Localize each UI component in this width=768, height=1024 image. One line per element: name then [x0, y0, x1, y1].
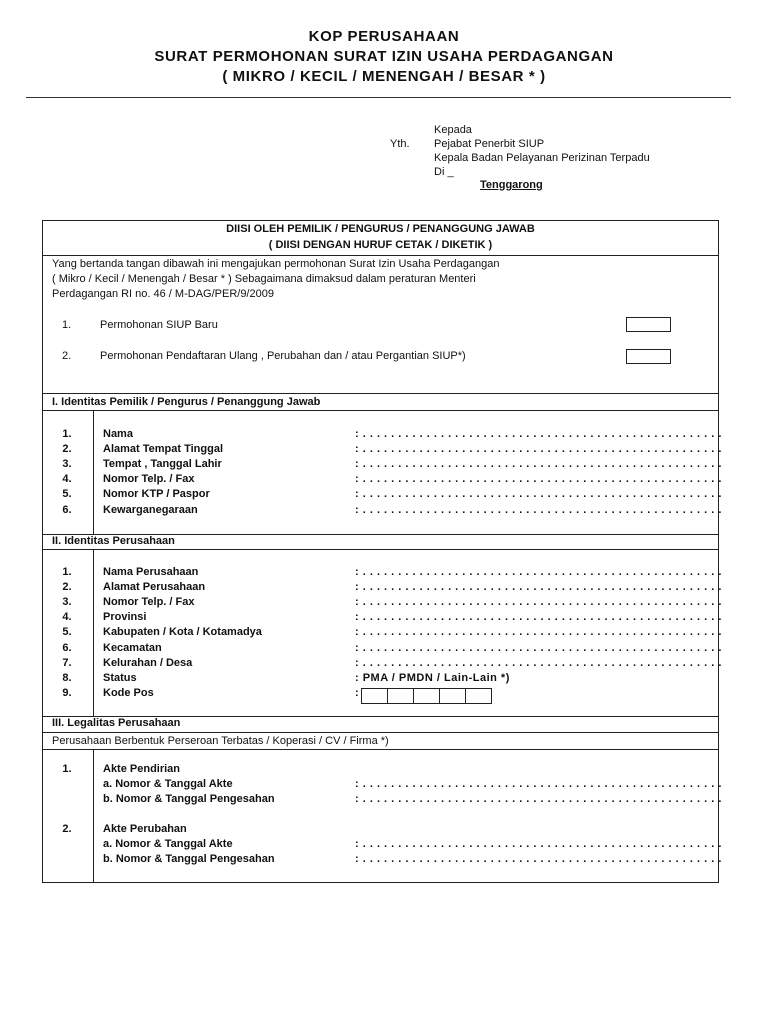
row-number: 1.: [62, 763, 72, 775]
form-fill-note: ( DIISI DENGAN HURUF CETAK / DIKETIK ): [268, 239, 493, 251]
address-city: Tenggarong: [480, 179, 543, 191]
field-label-ttl: Tempat , Tanggal Lahir: [103, 458, 222, 470]
field-input-akte-pendirian-pengesahan[interactable]: : . . . . . . . . . . . . . . . . . . . . . . . . . . . . . . . . . . . . . . . . . . . . . . . . . . .: [355, 793, 722, 805]
field-label-telp: Nomor Telp. / Fax: [103, 473, 195, 485]
kode-pos-digit-box[interactable]: [439, 688, 466, 704]
field-input-kelurahan[interactable]: : . . . . . . . . . . . . . . . . . . . . . . . . . . . . . . . . . . . . . . . . . . . . . . . . . . .: [355, 657, 722, 669]
form-subtitle: ( MIKRO / KECIL / MENENGAH / BESAR * ): [222, 68, 546, 85]
row-divider: [42, 410, 719, 411]
option-number: 1.: [62, 319, 72, 331]
field-label-alamat: Alamat Tempat Tinggal: [103, 443, 224, 455]
option-daftar-ulang-checkbox[interactable]: [626, 349, 671, 364]
column-divider: [93, 749, 94, 883]
field-label-telp-perusahaan: Nomor Telp. / Fax: [103, 596, 195, 608]
field-input-alamat[interactable]: : . . . . . . . . . . . . . . . . . . . . . . . . . . . . . . . . . . . . . . . . . . . . . . . . . . .: [355, 443, 722, 455]
field-label-akte-perubahan-pengesahan: b. Nomor & Tanggal Pengesahan: [103, 853, 275, 865]
field-input-alamat-perusahaan[interactable]: : . . . . . . . . . . . . . . . . . . . . . . . . . . . . . . . . . . . . . . . . . . . . . . . . . . .: [355, 581, 722, 593]
field-label-nama-perusahaan: Nama Perusahaan: [103, 566, 199, 578]
row-divider: [42, 393, 719, 394]
field-label-alamat-perusahaan: Alamat Perusahaan: [103, 581, 206, 593]
kode-pos-digit-box[interactable]: [465, 688, 492, 704]
intro-line-1: Yang bertanda tangan dibawah ini mengajukan permohonan Surat Izin Usaha Perdagangan: [52, 258, 500, 270]
address-kepada: Kepada: [434, 124, 472, 136]
column-divider: [93, 549, 94, 716]
field-input-ttl[interactable]: : . . . . . . . . . . . . . . . . . . . . . . . . . . . . . . . . . . . . . . . . . . . . . . . . . . .: [355, 458, 722, 470]
field-label-akte-pendirian-pengesahan: b. Nomor & Tanggal Pengesahan: [103, 793, 275, 805]
field-label-ktp: Nomor KTP / Paspor: [103, 488, 210, 500]
row-number: 9.: [62, 687, 72, 699]
row-number: 4.: [62, 473, 72, 485]
field-input-nama-perusahaan[interactable]: : . . . . . . . . . . . . . . . . . . . . . . . . . . . . . . . . . . . . . . . . . . . . . . . . . . .: [355, 566, 722, 578]
kode-pos-digit-box[interactable]: [413, 688, 440, 704]
field-input-kecamatan[interactable]: : . . . . . . . . . . . . . . . . . . . . . . . . . . . . . . . . . . . . . . . . . . . . . . . . . . .: [355, 642, 722, 654]
header-divider: [26, 97, 731, 98]
field-input-provinsi[interactable]: : . . . . . . . . . . . . . . . . . . . . . . . . . . . . . . . . . . . . . . . . . . . . . . . . . . .: [355, 611, 722, 623]
address-kepala: Kepala Badan Pelayanan Perizinan Terpadu: [434, 152, 650, 164]
field-label-akte-perubahan-nomor: a. Nomor & Tanggal Akte: [103, 838, 233, 850]
field-input-telp[interactable]: : . . . . . . . . . . . . . . . . . . . . . . . . . . . . . . . . . . . . . . . . . . . . . . . . . . .: [355, 473, 722, 485]
field-input-kewarganegaraan[interactable]: : . . . . . . . . . . . . . . . . . . . . . . . . . . . . . . . . . . . . . . . . . . . . . . . . . . .: [355, 504, 722, 516]
letterhead-title: KOP PERUSAHAAN: [308, 28, 460, 45]
field-label-nama: Nama: [103, 428, 133, 440]
field-input-ktp[interactable]: : . . . . . . . . . . . . . . . . . . . . . . . . . . . . . . . . . . . . . . . . . . . . . . . . . . .: [355, 488, 722, 500]
option-number: 2.: [62, 350, 72, 362]
section-1-title: I. Identitas Pemilik / Pengurus / Penanggung Jawab: [52, 396, 321, 408]
row-divider: [42, 255, 719, 256]
option-siup-baru-label: Permohonan SIUP Baru: [100, 319, 218, 331]
field-input-telp-perusahaan[interactable]: : . . . . . . . . . . . . . . . . . . . . . . . . . . . . . . . . . . . . . . . . . . . . . . . . . . .: [355, 596, 722, 608]
row-number: 6.: [62, 504, 72, 516]
akte-perubahan-heading: Akte Perubahan: [103, 823, 187, 835]
row-number: 2.: [62, 581, 72, 593]
row-number: 2.: [62, 823, 72, 835]
row-number: 2.: [62, 443, 72, 455]
field-input-akte-perubahan-nomor[interactable]: : . . . . . . . . . . . . . . . . . . . . . . . . . . . . . . . . . . . . . . . . . . . . . . . . . . .: [355, 838, 722, 850]
row-number: 1.: [62, 428, 72, 440]
row-number: 4.: [62, 611, 72, 623]
address-di: Di _: [434, 166, 454, 178]
field-label-kewarganegaraan: Kewarganegaraan: [103, 504, 198, 516]
row-number: 8.: [62, 672, 72, 684]
field-label-provinsi: Provinsi: [103, 611, 147, 623]
section-3-title: III. Legalitas Perusahaan: [52, 717, 181, 729]
form-fill-instruction: DIISI OLEH PEMILIK / PENGURUS / PENANGGUNG JAWAB: [226, 223, 535, 235]
kode-pos-digit-box[interactable]: [361, 688, 388, 704]
field-input-akte-perubahan-pengesahan[interactable]: : . . . . . . . . . . . . . . . . . . . . . . . . . . . . . . . . . . . . . . . . . . . . . . . . . . .: [355, 853, 722, 865]
row-number: 1.: [62, 566, 72, 578]
field-label-kabupaten: Kabupaten / Kota / Kotamadya: [103, 626, 262, 638]
row-number: 6.: [62, 642, 72, 654]
row-number: 5.: [62, 626, 72, 638]
field-status-options[interactable]: : PMA / PMDN / Lain-Lain *): [355, 672, 510, 684]
row-number: 7.: [62, 657, 72, 669]
field-label-kecamatan: Kecamatan: [103, 642, 162, 654]
address-pejabat: Pejabat Penerbit SIUP: [434, 138, 545, 150]
row-divider: [42, 732, 719, 733]
field-label-status: Status: [103, 672, 137, 684]
column-divider: [93, 410, 94, 534]
row-number: 3.: [62, 596, 72, 608]
field-label-akte-pendirian-nomor: a. Nomor & Tanggal Akte: [103, 778, 233, 790]
section-2-title: II. Identitas Perusahaan: [52, 535, 175, 547]
field-label-kelurahan: Kelurahan / Desa: [103, 657, 193, 669]
form-title: SURAT PERMOHONAN SURAT IZIN USAHA PERDAGANGAN: [154, 48, 614, 65]
address-yth: Yth.: [390, 138, 410, 150]
field-input-kabupaten[interactable]: : . . . . . . . . . . . . . . . . . . . . . . . . . . . . . . . . . . . . . . . . . . . . . . . . . . .: [355, 626, 722, 638]
field-kode-pos-colon: :: [355, 687, 360, 699]
intro-line-3: Perdagangan RI no. 46 / M-DAG/PER/9/2009: [52, 288, 274, 300]
row-divider: [42, 549, 719, 550]
field-input-nama[interactable]: : . . . . . . . . . . . . . . . . . . . . . . . . . . . . . . . . . . . . . . . . . . . . . . . . . . .: [355, 428, 722, 440]
intro-line-2: ( Mikro / Kecil / Menengah / Besar * ) Sebagaimana dimaksud dalam peraturan Menteri: [52, 273, 476, 285]
row-number: 3.: [62, 458, 72, 470]
field-label-kode-pos: Kode Pos: [103, 687, 154, 699]
field-input-akte-pendirian-nomor[interactable]: : . . . . . . . . . . . . . . . . . . . . . . . . . . . . . . . . . . . . . . . . . . . . . . . . . . .: [355, 778, 722, 790]
row-divider: [42, 749, 719, 750]
option-siup-baru-checkbox[interactable]: [626, 317, 671, 332]
akte-pendirian-heading: Akte Pendirian: [103, 763, 181, 775]
section-3-subtitle: Perusahaan Berbentuk Perseroan Terbatas / Koperasi / CV / Firma *): [52, 735, 389, 747]
option-daftar-ulang-label: Permohonan Pendaftaran Ulang , Perubahan dan / atau Pergantian SIUP*): [100, 350, 466, 362]
kode-pos-digit-box[interactable]: [387, 688, 414, 704]
row-number: 5.: [62, 488, 72, 500]
